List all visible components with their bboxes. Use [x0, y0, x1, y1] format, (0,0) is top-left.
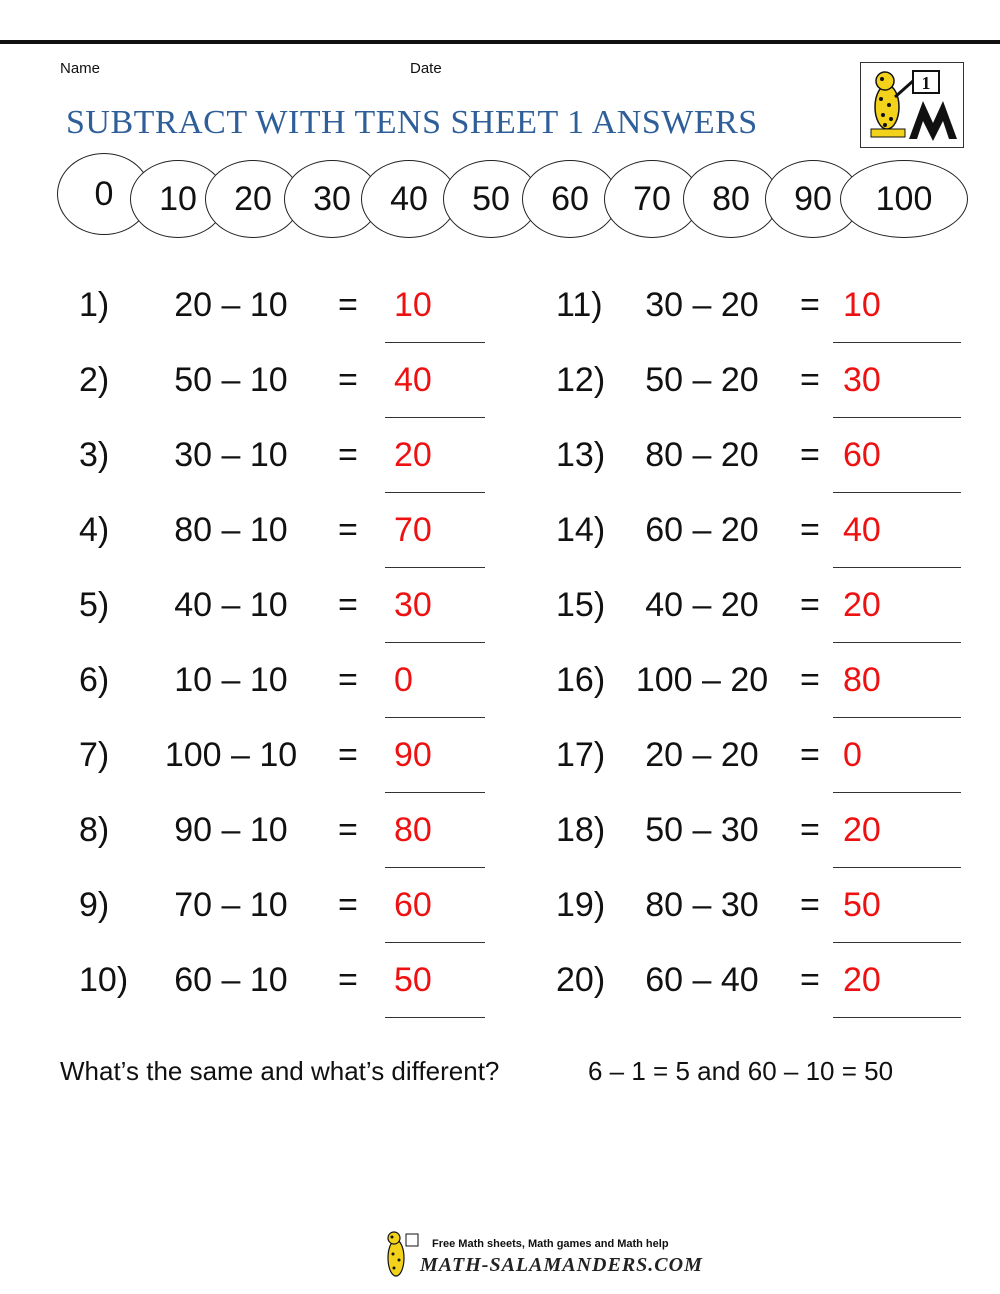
problem-number: 6)	[79, 661, 110, 699]
problem-number: 13)	[556, 436, 606, 474]
footer-site-name: MATH-SALAMANDERS.COM	[420, 1254, 703, 1276]
problem-number: 2)	[79, 361, 110, 399]
salamander-footer-logo-icon	[380, 1228, 420, 1284]
answer-value: 20	[843, 586, 881, 624]
answer-value: 50	[843, 886, 881, 924]
answer-value: 40	[394, 361, 432, 399]
answer-value: 0	[394, 661, 413, 699]
answer-value: 70	[394, 511, 432, 549]
problem-expression: 10 – 10	[174, 661, 288, 699]
problem-number: 18)	[556, 811, 606, 849]
number-oval: 10	[130, 160, 226, 238]
problem-expression: 70 – 10	[174, 886, 288, 924]
equals-sign: =	[338, 511, 358, 549]
equals-sign: =	[338, 436, 358, 474]
number-oval: 50	[443, 160, 539, 238]
problem-number: 15)	[556, 586, 606, 624]
answer-line	[833, 1017, 961, 1018]
problem-expression: 80 – 20	[645, 436, 759, 474]
problem-number: 16)	[556, 661, 606, 699]
problem-expression: 60 – 10	[174, 961, 288, 999]
answer-value: 90	[394, 736, 432, 774]
number-oval: 40	[361, 160, 457, 238]
answer-value: 20	[843, 961, 881, 999]
footer-tagline: Free Math sheets, Math games and Math help	[432, 1238, 669, 1250]
answer-line	[833, 417, 961, 418]
equals-sign: =	[338, 736, 358, 774]
problem-expression: 100 – 20	[635, 661, 769, 699]
equals-sign: =	[800, 586, 820, 624]
number-oval: 100	[840, 160, 968, 238]
problem-number: 8)	[79, 811, 110, 849]
problem-number: 1)	[79, 286, 110, 324]
problem-expression: 90 – 10	[174, 811, 288, 849]
problem-row	[0, 586, 1000, 656]
answer-value: 50	[394, 961, 432, 999]
problem-expression: 50 – 10	[174, 361, 288, 399]
problem-row	[0, 886, 1000, 956]
problem-number: 17)	[556, 736, 606, 774]
number-oval: 20	[205, 160, 301, 238]
top-rule	[0, 40, 1000, 44]
question-text: What’s the same and what’s different?	[60, 1056, 500, 1086]
number-oval: 30	[284, 160, 380, 238]
problem-number: 12)	[556, 361, 606, 399]
answer-value: 10	[394, 286, 432, 324]
answer-value: 60	[843, 436, 881, 474]
footer-logo	[380, 1228, 703, 1284]
problem-expression: 60 – 40	[645, 961, 759, 999]
answer-value: 10	[843, 286, 881, 324]
equals-sign: =	[338, 286, 358, 324]
equals-sign: =	[338, 586, 358, 624]
equals-sign: =	[338, 886, 358, 924]
equals-sign: =	[800, 736, 820, 774]
answer-value: 20	[394, 436, 432, 474]
answer-line	[833, 792, 961, 793]
problem-number: 9)	[79, 886, 110, 924]
problem-row	[0, 661, 1000, 731]
answer-line	[833, 642, 961, 643]
equals-sign: =	[800, 286, 820, 324]
equals-sign: =	[800, 811, 820, 849]
equals-sign: =	[338, 961, 358, 999]
problem-number: 5)	[79, 586, 110, 624]
logo-number: 1	[921, 73, 931, 93]
answer-value: 30	[394, 586, 432, 624]
problem-expression: 100 – 10	[164, 736, 298, 774]
problem-expression: 80 – 10	[174, 511, 288, 549]
equals-sign: =	[800, 886, 820, 924]
number-oval: 90	[765, 160, 861, 238]
comparison-text: 6 – 1 = 5 and 60 – 10 = 50	[588, 1056, 894, 1086]
problem-row	[0, 961, 1000, 1031]
problem-number: 3)	[79, 436, 110, 474]
problem-expression: 50 – 30	[645, 811, 759, 849]
problem-row	[0, 436, 1000, 506]
equals-sign: =	[338, 661, 358, 699]
answer-line	[833, 567, 961, 568]
problem-number: 11)	[556, 286, 603, 324]
problem-row	[0, 736, 1000, 806]
salamander-level-1-logo-icon	[860, 62, 964, 148]
equals-sign: =	[800, 436, 820, 474]
answer-line	[833, 942, 961, 943]
number-oval: 60	[522, 160, 618, 238]
problem-row	[0, 361, 1000, 431]
date-label: Date	[410, 60, 442, 77]
equals-sign: =	[800, 511, 820, 549]
problem-number: 7)	[79, 736, 110, 774]
problem-row	[0, 286, 1000, 356]
problem-expression: 50 – 20	[645, 361, 759, 399]
answer-value: 20	[843, 811, 881, 849]
number-oval: 0	[57, 153, 151, 235]
answer-value: 80	[843, 661, 881, 699]
problem-number: 19)	[556, 886, 606, 924]
answer-value: 40	[843, 511, 881, 549]
answer-value: 30	[843, 361, 881, 399]
equals-sign: =	[800, 961, 820, 999]
page-title: SUBTRACT WITH TENS SHEET 1 ANSWERS	[66, 104, 758, 141]
name-label: Name	[60, 60, 101, 77]
equals-sign: =	[338, 361, 358, 399]
problem-number: 14)	[556, 511, 606, 549]
number-oval: 70	[604, 160, 700, 238]
equals-sign: =	[800, 361, 820, 399]
problem-expression: 20 – 20	[645, 736, 759, 774]
answer-value: 80	[394, 811, 432, 849]
problem-expression: 30 – 10	[174, 436, 288, 474]
answer-value: 0	[843, 736, 862, 774]
problem-expression: 40 – 20	[645, 586, 759, 624]
answer-value: 60	[394, 886, 432, 924]
equals-sign: =	[800, 661, 820, 699]
answer-line	[833, 492, 961, 493]
answer-line	[833, 342, 961, 343]
problem-expression: 30 – 20	[645, 286, 759, 324]
problem-expression: 60 – 20	[645, 511, 759, 549]
problem-number: 10)	[79, 961, 129, 999]
problem-number: 4)	[79, 511, 110, 549]
problem-row	[0, 811, 1000, 881]
answer-line	[833, 867, 961, 868]
problem-expression: 20 – 10	[174, 286, 288, 324]
equals-sign: =	[338, 811, 358, 849]
problem-expression: 40 – 10	[174, 586, 288, 624]
number-oval: 80	[683, 160, 779, 238]
problem-row	[0, 511, 1000, 581]
answer-line	[833, 717, 961, 718]
problem-number: 20)	[556, 961, 606, 999]
problem-expression: 80 – 30	[645, 886, 759, 924]
